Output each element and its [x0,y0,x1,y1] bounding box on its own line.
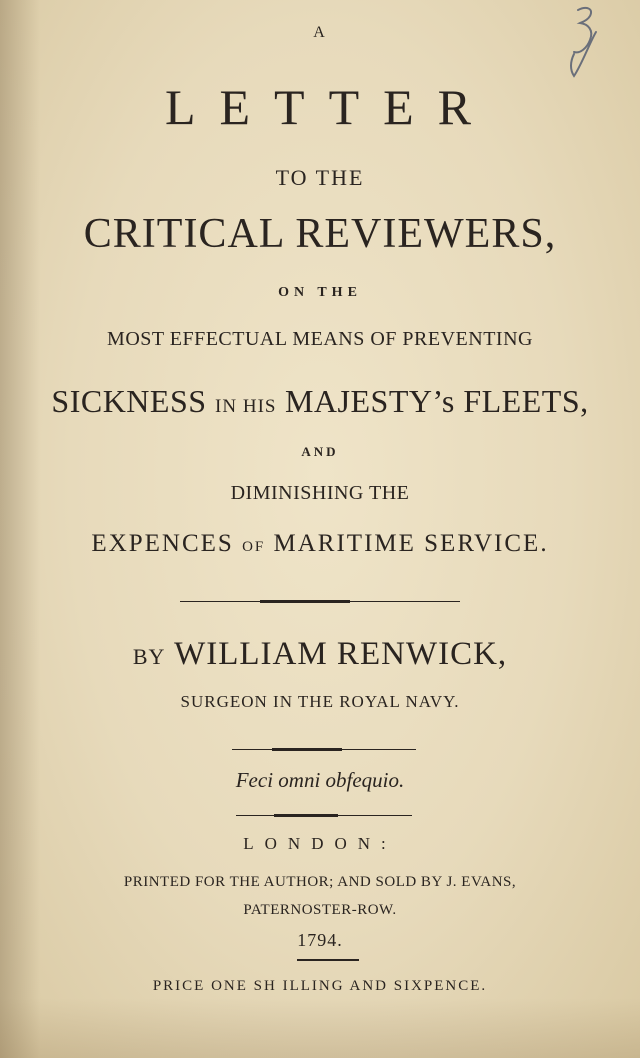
imprint-address: PATERNOSTER-ROW. [243,902,397,918]
ornamental-rule [180,601,460,602]
in-his: IN HIS [215,396,277,417]
author-title: SURGEON IN THE ROYAL NAVY. [180,692,460,711]
motto: Feci omni obfequio. [235,768,405,792]
short-rule [297,959,359,961]
expences-line [0,530,640,558]
price: PRICE ONE SH ILLING AND SIXPENCE. [152,978,488,994]
most-effectual-line: MOST EFFECTUAL MEANS OF PREVENTING [107,328,533,350]
diminishing-line: DIMINISHING THE [230,482,410,504]
by-word: BY [132,644,166,669]
imprint-printer: PRINTED FOR THE AUTHOR; AND SOLD BY J. EVANS, [123,874,517,890]
article-a: A [313,24,327,41]
sickness-line [0,383,640,420]
page-bottom-shadow [0,998,640,1058]
ornamental-rule [236,815,412,816]
and: AND [301,444,339,459]
maritime-service: MARITIME SERVICE. [273,530,549,557]
to-the: TO THE [275,165,365,190]
on-the: ON THE [278,285,362,300]
sickness-word: SICKNESS [51,383,207,419]
imprint-city: LONDON: [243,834,397,853]
majestys-fleets: MAJESTY’s FLEETS, [284,383,589,419]
pencil-page-number [560,2,610,82]
binding-shadow [0,0,40,1058]
imprint-year: 1794. [297,930,343,950]
critical-reviewers: CRITICAL REVIEWERS, [83,211,557,257]
author-line [0,636,640,673]
ornamental-rule [232,749,416,750]
of-word: OF [242,539,266,555]
main-title: LETTER [164,79,496,135]
expences-word: EXPENCES [91,530,234,557]
author-name: WILLIAM RENWICK, [174,636,508,672]
